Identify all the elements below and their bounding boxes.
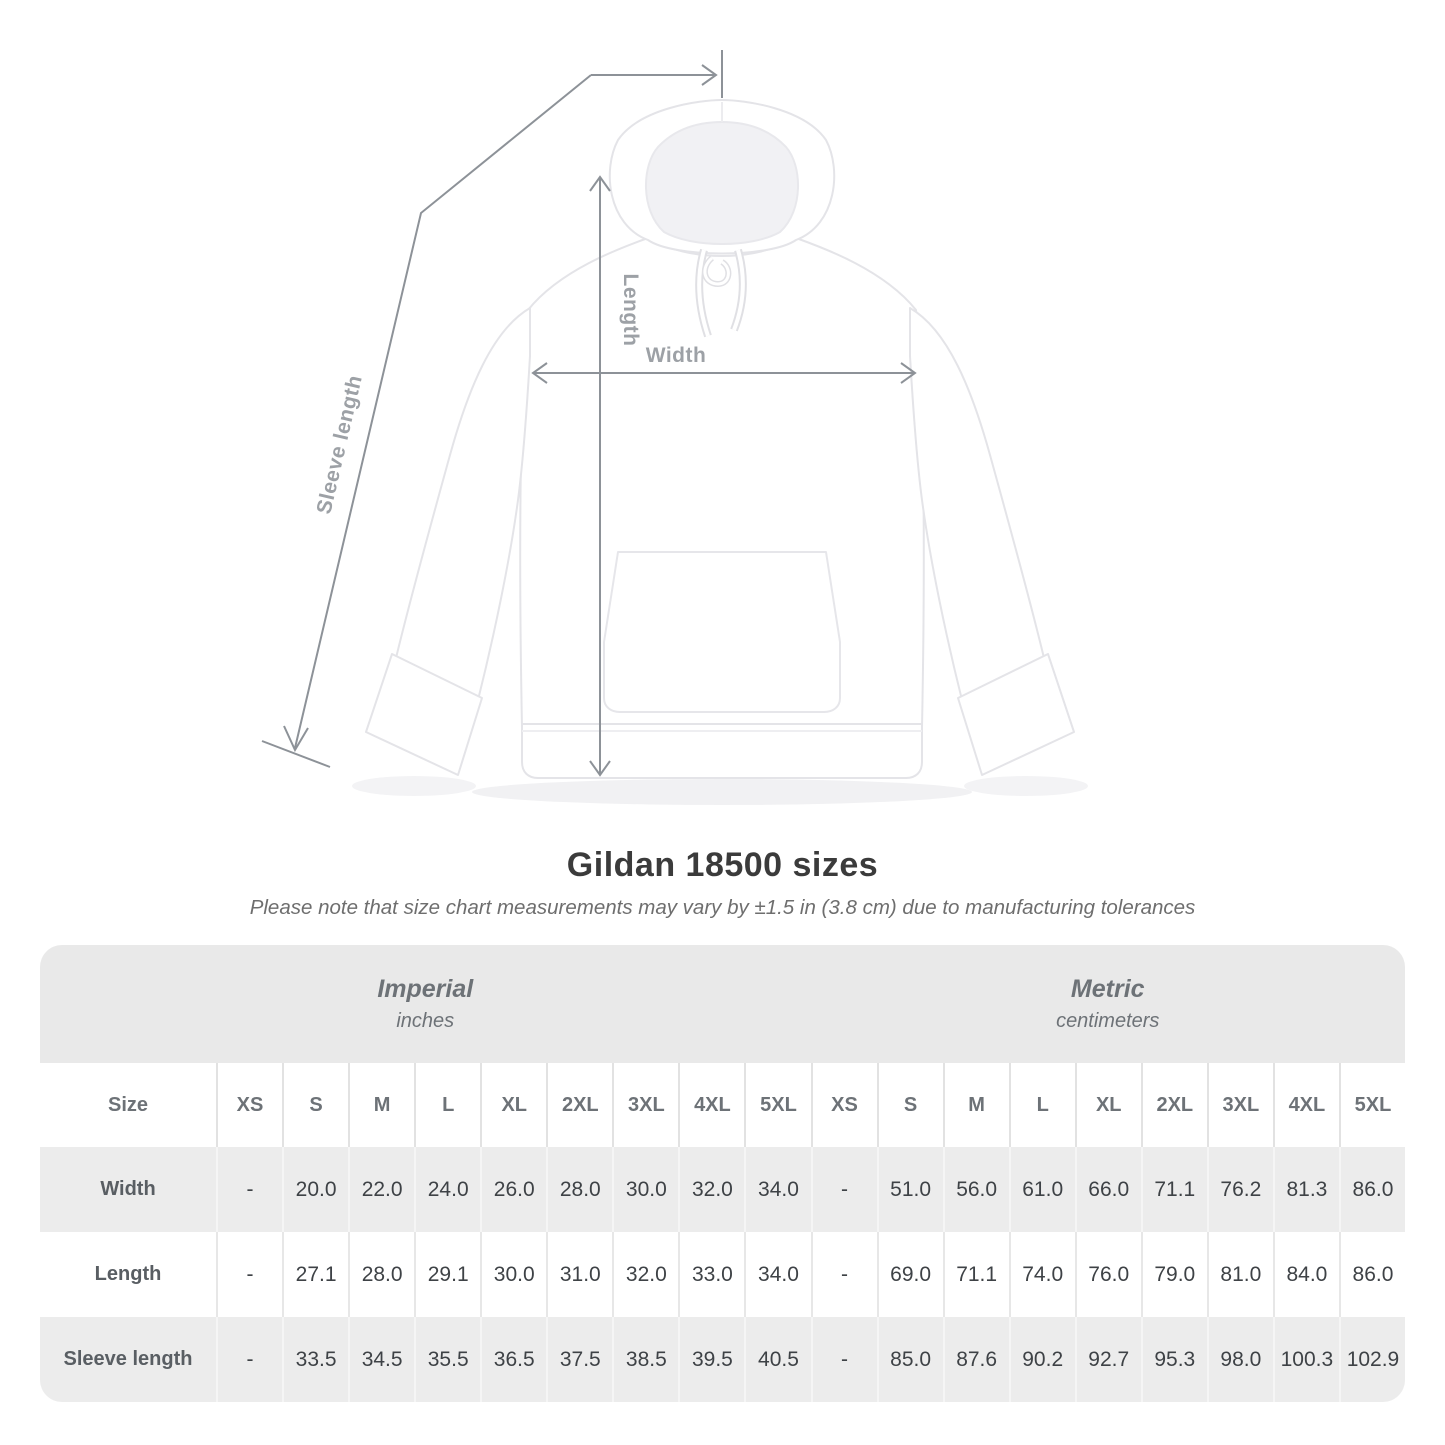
measure-cell: 34.0 <box>744 1232 810 1317</box>
measure-cell: 87.6 <box>943 1317 1009 1402</box>
measure-cell: 74.0 <box>1009 1232 1075 1317</box>
measure-cell: 32.0 <box>678 1147 744 1232</box>
size-col-header: M <box>943 1063 1009 1147</box>
hoodie-shadows <box>352 776 1088 805</box>
measure-cell: 51.0 <box>877 1147 943 1232</box>
metric-title: Metric <box>1070 975 1145 1003</box>
imperial-title: Imperial <box>377 975 474 1003</box>
measure-cell: 20.0 <box>282 1147 348 1232</box>
measure-cell: 71.1 <box>1141 1147 1207 1232</box>
measure-cell: 81.3 <box>1273 1147 1339 1232</box>
measure-cell: - <box>811 1232 877 1317</box>
size-col-header: 5XL <box>744 1063 810 1147</box>
measure-cell: 85.0 <box>877 1317 943 1402</box>
size-col-header: 3XL <box>1207 1063 1273 1147</box>
size-col-header: XS <box>216 1063 282 1147</box>
measure-cell: 35.5 <box>414 1317 480 1402</box>
sleeve-length-label: Sleeve length <box>312 372 367 517</box>
measure-cell: 40.5 <box>744 1317 810 1402</box>
measure-cell: 69.0 <box>877 1232 943 1317</box>
measure-cell: 76.2 <box>1207 1147 1273 1232</box>
row-label: Sleeve length <box>63 1348 193 1370</box>
size-col-header: L <box>1009 1063 1075 1147</box>
size-col-header: S <box>877 1063 943 1147</box>
width-row <box>40 1147 1405 1232</box>
size-col-header: M <box>348 1063 414 1147</box>
row-label: Length <box>94 1263 162 1285</box>
measure-cell: 28.0 <box>348 1232 414 1317</box>
size-col-header: 5XL <box>1339 1063 1405 1147</box>
measure-cell: 39.5 <box>678 1317 744 1402</box>
imperial-unit: inches <box>396 1010 455 1032</box>
size-col-header: XL <box>1075 1063 1141 1147</box>
measure-cell: 76.0 <box>1075 1232 1141 1317</box>
size-col-header: L <box>414 1063 480 1147</box>
tolerance-note: Please note that size chart measurements may vary by ±1.5 in (3.8 cm) due to manufacturing tolerances <box>249 896 1196 919</box>
measure-cell: 98.0 <box>1207 1317 1273 1402</box>
measure-cell: 56.0 <box>943 1147 1009 1232</box>
metric-band <box>811 945 1406 1063</box>
size-col-header: 2XL <box>1141 1063 1207 1147</box>
size-col-header: 2XL <box>546 1063 612 1147</box>
measure-cell: 81.0 <box>1207 1232 1273 1317</box>
size-col-header: 3XL <box>612 1063 678 1147</box>
imperial-band <box>40 945 811 1063</box>
size-col-header: 4XL <box>678 1063 744 1147</box>
row-label: Width <box>100 1178 156 1200</box>
measure-cell: 29.1 <box>414 1232 480 1317</box>
measure-cell: 100.3 <box>1273 1317 1339 1402</box>
sleeve-length-row <box>40 1317 1405 1402</box>
measure-cell: - <box>216 1147 282 1232</box>
measure-cell: 86.0 <box>1339 1147 1405 1232</box>
measure-cell: 79.0 <box>1141 1232 1207 1317</box>
measure-cell: 28.0 <box>546 1147 612 1232</box>
size-col-header: XL <box>480 1063 546 1147</box>
measure-cell: - <box>216 1232 282 1317</box>
measure-cell: 92.7 <box>1075 1317 1141 1402</box>
measure-cell: 84.0 <box>1273 1232 1339 1317</box>
unit-band-row <box>40 945 1405 1063</box>
measure-cell: 34.5 <box>348 1317 414 1402</box>
hoodie-illustration <box>366 100 1074 778</box>
measure-cell: 36.5 <box>480 1317 546 1402</box>
size-header-label: Size <box>107 1093 149 1116</box>
measure-cell: 61.0 <box>1009 1147 1075 1232</box>
size-col-header: XS <box>811 1063 877 1147</box>
measure-cell: 90.2 <box>1009 1317 1075 1402</box>
length-label: Length <box>619 273 642 347</box>
measure-cell: 22.0 <box>348 1147 414 1232</box>
measure-cell: 34.0 <box>744 1147 810 1232</box>
length-row <box>40 1232 1405 1317</box>
measure-cell: 32.0 <box>612 1232 678 1317</box>
measure-cell: 102.9 <box>1339 1317 1405 1402</box>
measure-cell: 71.1 <box>943 1232 1009 1317</box>
measure-cell: 24.0 <box>414 1147 480 1232</box>
measure-cell: 37.5 <box>546 1317 612 1402</box>
measure-cell: 31.0 <box>546 1232 612 1317</box>
measure-cell: 33.0 <box>678 1232 744 1317</box>
measure-cell: 66.0 <box>1075 1147 1141 1232</box>
measure-cell: 33.5 <box>282 1317 348 1402</box>
size-table <box>40 945 1405 1402</box>
metric-unit: centimeters <box>1056 1010 1160 1032</box>
measure-cell: 95.3 <box>1141 1317 1207 1402</box>
measure-cell: 30.0 <box>612 1147 678 1232</box>
width-label: Width <box>645 344 707 367</box>
measure-cell: - <box>216 1317 282 1402</box>
measure-cell: 27.1 <box>282 1232 348 1317</box>
measure-cell: 30.0 <box>480 1232 546 1317</box>
size-col-header: 4XL <box>1273 1063 1339 1147</box>
measure-cell: 38.5 <box>612 1317 678 1402</box>
measure-cell: - <box>811 1147 877 1232</box>
measure-cell: - <box>811 1317 877 1402</box>
size-header-row <box>40 1063 1405 1147</box>
measure-cell: 26.0 <box>480 1147 546 1232</box>
page-title: Gildan 18500 sizes <box>566 846 879 884</box>
size-col-header: S <box>282 1063 348 1147</box>
measure-cell: 86.0 <box>1339 1232 1405 1317</box>
